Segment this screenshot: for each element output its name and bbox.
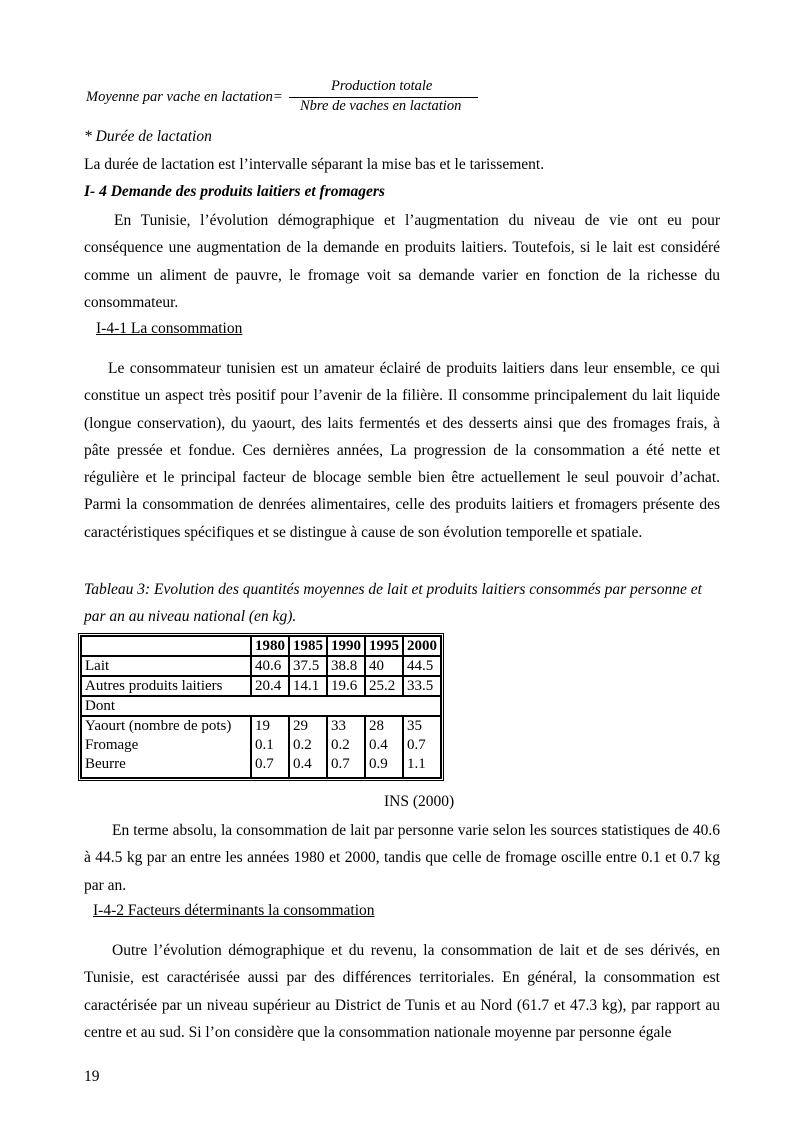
table-row-subitems [81, 716, 441, 778]
table-cell: 0.4 [369, 737, 388, 753]
absolute-consumption-paragraph: En terme absolu, la consommation de lait par personne varie selon les sources statistiques de 40.6 à 44.5 kg par an entre les années 1980 et 2000, tandis que celle de fromage oscille entre 0.1 et 0.7 kg par an. [84, 822, 720, 894]
table-header-year: 1990 [327, 636, 365, 656]
table-cell: 37.5 [289, 656, 327, 676]
table-cell: 20.4 [251, 676, 289, 696]
table-header-year: 1985 [289, 636, 327, 656]
table-cell: 40.6 [251, 656, 289, 676]
subitem-label: Fromage [85, 737, 139, 753]
row-label: Autres produits laitiers [81, 676, 251, 696]
table3-consumption [78, 633, 444, 781]
table-cell: 0.2 [331, 737, 350, 753]
table-cell: 33 [331, 718, 346, 734]
table-cell: 0.4 [293, 756, 312, 772]
table3-caption: Tableau 3: Evolution des quantités moyennes de lait et produits laitiers consommés par personne et par an au niveau national (en kg). [84, 581, 702, 626]
subitem-values-cell [365, 716, 403, 778]
table-cell: 0.2 [293, 737, 312, 753]
formula-numerator: Production totale [331, 78, 433, 94]
table-row [81, 656, 441, 676]
table-header-year: 1995 [365, 636, 403, 656]
lactation-duration-heading: * Durée de lactation [84, 128, 212, 145]
table-row-dont [81, 696, 441, 716]
page-number: 19 [84, 1068, 100, 1085]
table-cell: 38.8 [327, 656, 365, 676]
subitem-values-cell [251, 716, 289, 778]
subitem-label: Yaourt (nombre de pots) [85, 718, 232, 734]
table-cell: 19.6 [327, 676, 365, 696]
table-cell: 0.7 [331, 756, 350, 772]
table-cell: 33.5 [403, 676, 441, 696]
subitem-values-cell [403, 716, 441, 778]
table-cell: 40 [365, 656, 403, 676]
table-cell: 0.7 [407, 737, 426, 753]
subitem-values-cell [289, 716, 327, 778]
table-header-empty [81, 636, 251, 656]
table-cell: 44.5 [403, 656, 441, 676]
section-i4-paragraph: En Tunisie, l’évolution démographique et l’augmentation du niveau de vie ont eu pour conséquence une augmentation de la demande en produits laitiers. Toutefois, si le lait est considéré comme un aliment de pauvre, le fromage voit sa demande varier en fonction de la richesse du consommateur. [84, 212, 720, 311]
table-cell: 1.1 [407, 756, 426, 772]
section-i41-heading: I-4-1 La consommation [96, 320, 243, 337]
table-cell: 0.1 [255, 737, 274, 753]
table-header-year: 1980 [251, 636, 289, 656]
row-label: Lait [81, 656, 251, 676]
section-i41-paragraph: Le consommateur tunisien est un amateur éclairé de produits laitiers dans leur ensemble, ce qui constitue un aspect très positif pour l’avenir de la filière. Il consomme principalement du lait liquide (longue conservation), du yaourt, des laits fermentés et des desserts ainsi que des fromages frais, à pâte pressée et fondue. Ces dernières années, La progression de la consommation a été nette et régulière et le principal facteur de blocage semble bien être actuellement le seul pouvoir d’achat. Parmi la consommation de denrées alimentaires, celle des produits laitiers et fromagers présente des caractéristiques spécifiques et se distingue à cause de son évolution temporelle et spatiale. [84, 360, 720, 541]
lactation-duration-definition: La durée de lactation est l’intervalle séparant la mise bas et le tarissement. [84, 156, 545, 173]
subitem-values-cell [327, 716, 365, 778]
table-cell: 29 [293, 718, 308, 734]
table-row [81, 676, 441, 696]
table-cell: 35 [407, 718, 422, 734]
section-i42-heading: I-4-2 Facteurs déterminants la consommation [93, 902, 375, 919]
table-header-row [81, 636, 441, 656]
table3-source: INS (2000) [384, 793, 455, 810]
table-cell: 0.9 [369, 756, 388, 772]
formula-denominator: Nbre de vaches en lactation [300, 98, 462, 114]
table-cell: 14.1 [289, 676, 327, 696]
table-cell: 25.2 [365, 676, 403, 696]
table-header-year: 2000 [403, 636, 441, 656]
subitem-label: Beurre [85, 756, 126, 772]
table-cell: 0.7 [255, 756, 274, 772]
formula-lhs: Moyenne par vache en lactation= [86, 89, 283, 105]
section-i4-heading: I- 4 Demande des produits laitiers et fromagers [84, 183, 385, 200]
section-i42-paragraph: Outre l’évolution démographique et du revenu, la consommation de lait et de ses dérivés, en Tunisie, est caractérisée aussi par des différences territoriales. En général, la consommation est caractérisée par un niveau supérieur au District de Tunis et au Nord (61.7 et 47.3 kg), par rapport au centre et au sud. Si l’on considère que la consommation nationale moyenne par personne égale [84, 942, 720, 1041]
table-cell: 19 [255, 718, 270, 734]
subitem-labels [81, 716, 251, 778]
dont-label: Dont [81, 696, 441, 716]
table-cell: 28 [369, 718, 384, 734]
